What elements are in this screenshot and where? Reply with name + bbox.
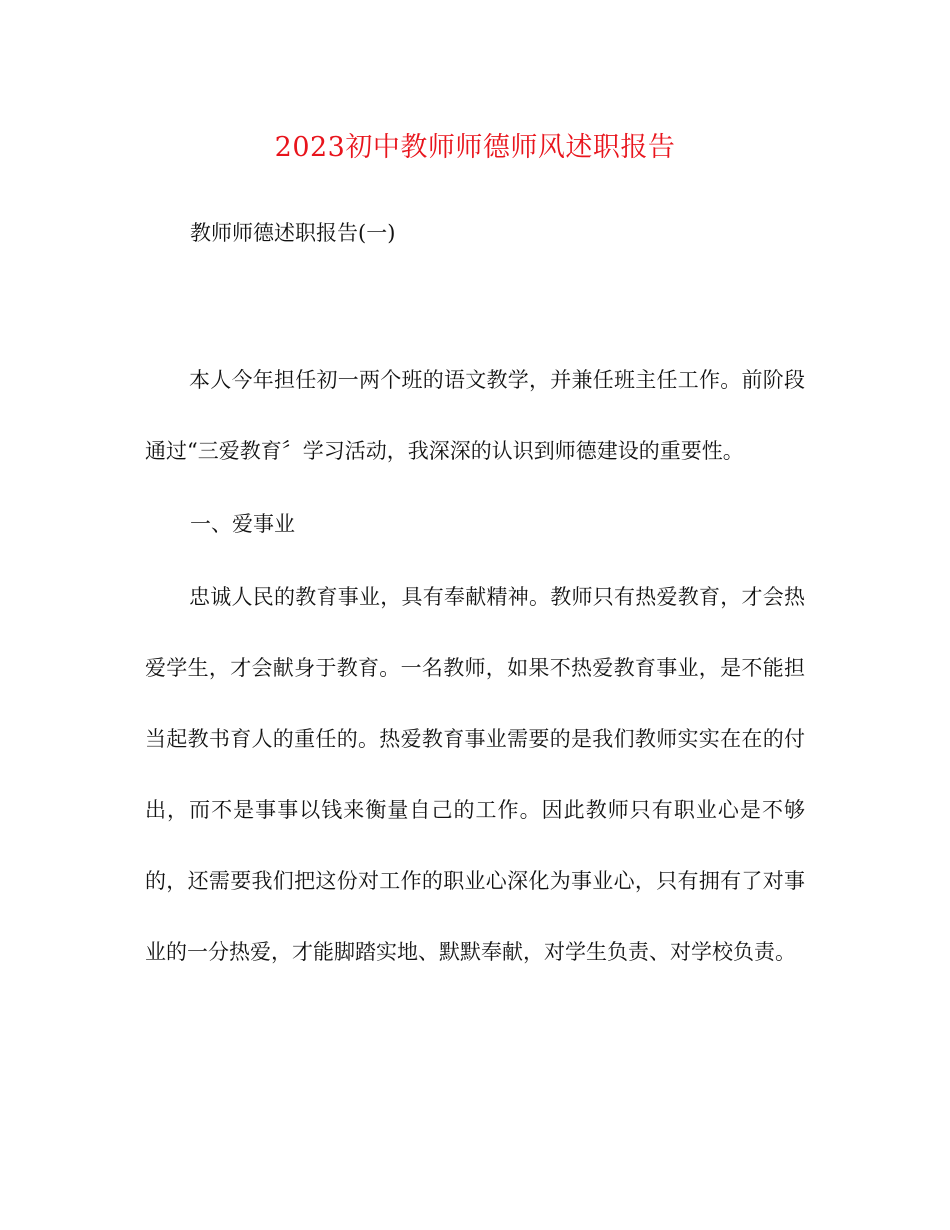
section-heading: 一、爱事业 [190, 512, 295, 536]
paragraph-intro: 本人今年担任初一两个班的语文教学，并兼任班主任工作。前阶段通过“三爱教育〞学习活动，我深深的认识到师德建设的重要性。 [145, 368, 805, 463]
document-subtitle: 教师师德述职报告(一) [190, 221, 396, 245]
paragraph-career: 忠诚人民的教育事业，具有奉献精神。教师只有热爱教育，才会热爱学生，才会献身于教育。一名教师，如果不热爱教育事业，是不能担当起教书育人的重任的。热爱教育事业需要的是我们教师实实在在的付出，而不是事事以钱来衡量自己的工作。因此教师只有职业心是不够的，还需要我们把这份对工作的职业心深化为事业心，只有拥有了对事业的一分热爱，才能脚踏实地、默默奉献，对学生负责、对学校负责。 [145, 585, 805, 964]
document-title: 2023初中教师师德师风述职报告 [274, 132, 676, 163]
